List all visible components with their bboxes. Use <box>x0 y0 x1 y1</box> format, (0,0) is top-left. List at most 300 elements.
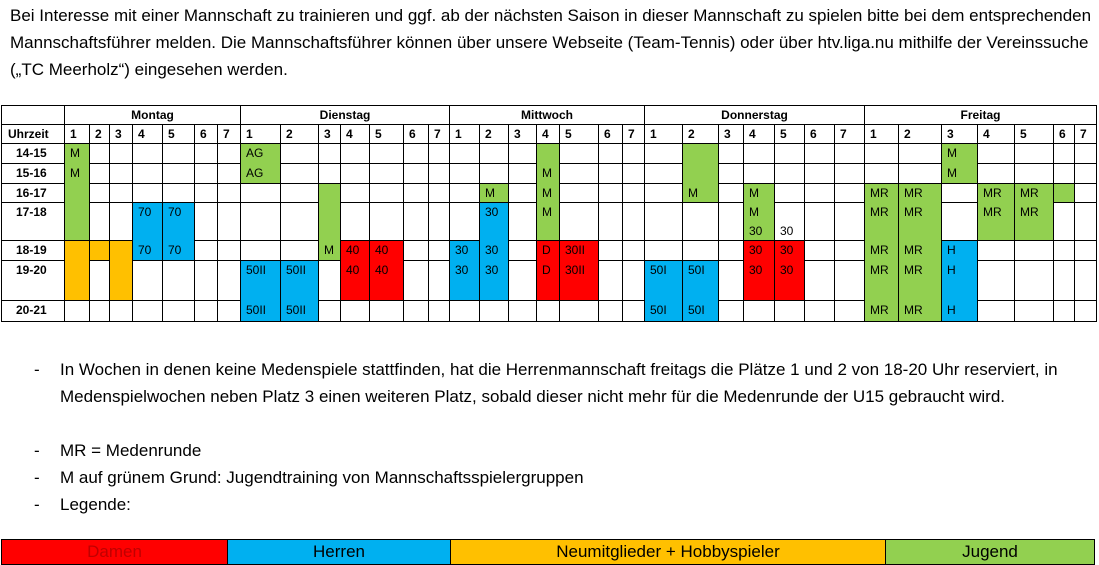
court-number: 6 <box>409 127 416 141</box>
court-number-cell <box>865 125 899 144</box>
court-number-cell <box>163 125 195 144</box>
schedule-cell <box>1075 301 1097 322</box>
booking-label: 40 <box>346 263 360 277</box>
booking-label: H <box>947 303 956 317</box>
schedule-cell <box>319 301 341 322</box>
schedule-cell <box>218 184 241 203</box>
time-header-label: Uhrzeit <box>8 127 49 141</box>
schedule-cell <box>195 241 218 261</box>
schedule-cell <box>450 164 480 184</box>
court-number-cell <box>560 125 599 144</box>
booking-label: 50I <box>688 303 705 317</box>
court-number-cell <box>509 125 537 144</box>
schedule-cell <box>599 301 623 322</box>
court-number-cell <box>110 125 133 144</box>
schedule-cell <box>645 184 683 203</box>
schedule-cell <box>480 164 509 184</box>
schedule-cell <box>645 241 683 261</box>
day-header <box>645 106 865 125</box>
time-cell <box>2 261 65 301</box>
schedule-cell <box>450 184 480 203</box>
court-number: 7 <box>628 127 635 141</box>
schedule-cell <box>599 144 623 164</box>
schedule-cell <box>241 241 281 261</box>
court-number-cell <box>599 125 623 144</box>
booking-label: AG <box>246 166 264 180</box>
booking-label: M <box>542 186 552 200</box>
schedule-cell <box>90 301 110 322</box>
booking-label: 30 <box>455 263 469 277</box>
court-number: 6 <box>1059 127 1066 141</box>
booking-label: 50I <box>688 263 705 277</box>
schedule-cell <box>1015 261 1054 301</box>
schedule-cell <box>110 164 133 184</box>
schedule-cell <box>195 301 218 322</box>
schedule-cell <box>341 203 370 241</box>
booking-label: M <box>324 243 334 257</box>
day-header-label: Freitag <box>960 108 1001 122</box>
schedule-cell <box>1054 241 1075 261</box>
schedule-cell <box>683 203 719 241</box>
booking-block <box>65 241 89 300</box>
booking-label: 70 <box>138 205 152 219</box>
schedule-cell <box>218 144 241 164</box>
booking-label: H <box>947 263 956 277</box>
schedule-cell <box>404 241 429 261</box>
booking-label: M <box>542 166 552 180</box>
schedule-cell <box>429 241 450 261</box>
schedule-cell <box>805 184 835 203</box>
schedule-cell <box>195 184 218 203</box>
court-number: 6 <box>200 127 207 141</box>
schedule-cell <box>560 164 599 184</box>
schedule-cell <box>90 184 110 203</box>
booking-label: 70 <box>168 243 182 257</box>
court-number-cell <box>537 125 560 144</box>
court-number: 5 <box>1020 127 1027 141</box>
court-number: 3 <box>724 127 731 141</box>
schedule-cell <box>450 144 480 164</box>
schedule-cell <box>218 241 241 261</box>
booking-label: 50II <box>286 263 307 277</box>
booking-label: M <box>70 146 80 160</box>
booking-label: AG <box>246 146 264 160</box>
court-number: 2 <box>286 127 293 141</box>
time-cell <box>2 184 65 203</box>
booking-label: D <box>542 263 551 277</box>
day-header <box>450 106 645 125</box>
schedule-cell <box>623 301 645 322</box>
booking-label: MR <box>1020 205 1039 219</box>
schedule-cell <box>195 261 218 301</box>
time-cell <box>2 301 65 322</box>
schedule-cell <box>835 164 865 184</box>
day-header-label: Mittwoch <box>521 108 573 122</box>
schedule-cell <box>450 301 480 322</box>
schedule-cell <box>509 144 537 164</box>
booking-label: MR <box>904 243 923 257</box>
time-label: 19-20 <box>16 263 47 277</box>
booking-label: MR <box>983 205 1002 219</box>
schedule-cell <box>835 144 865 164</box>
booking-label: 30 <box>749 224 763 238</box>
schedule-cell <box>1015 144 1054 164</box>
court-number-cell <box>623 125 645 144</box>
time-label: 20-21 <box>16 303 47 317</box>
schedule-cell <box>942 184 978 203</box>
schedule-cell <box>90 261 110 301</box>
booking-label: H <box>947 243 956 257</box>
booking-label: 30 <box>485 243 499 257</box>
schedule-cell <box>509 241 537 261</box>
booking-label: 50I <box>650 263 667 277</box>
schedule-cell <box>195 144 218 164</box>
schedule-cell <box>1075 203 1097 241</box>
schedule-cell <box>110 301 133 322</box>
booking-label: M <box>485 186 495 200</box>
schedule-cell <box>195 203 218 241</box>
schedule-cell <box>341 164 370 184</box>
schedule-cell <box>218 301 241 322</box>
schedule-cell <box>623 261 645 301</box>
schedule-cell <box>1015 241 1054 261</box>
court-number-cell <box>195 125 218 144</box>
schedule-cell <box>719 261 744 301</box>
court-number: 4 <box>749 127 756 141</box>
schedule-cell <box>744 164 775 184</box>
court-number-cell <box>835 125 865 144</box>
booking-label: M <box>749 205 759 219</box>
day-header-label: Montag <box>131 108 174 122</box>
schedule-cell <box>404 203 429 241</box>
schedule-cell <box>218 261 241 301</box>
schedule-cell <box>218 164 241 184</box>
court-number: 1 <box>650 127 657 141</box>
court-number-cell <box>775 125 805 144</box>
schedule-cell <box>370 301 404 322</box>
court-number: 6 <box>810 127 817 141</box>
schedule-cell <box>450 203 480 241</box>
schedule-cell <box>599 184 623 203</box>
bullet-dash: - <box>34 441 40 460</box>
booking-label: 30 <box>780 263 794 277</box>
court-number-cell <box>319 125 341 144</box>
legend-item: Damen <box>2 540 228 564</box>
schedule-cell <box>719 144 744 164</box>
schedule-cell <box>429 164 450 184</box>
schedule-cell <box>281 241 319 261</box>
note-item <box>34 491 1084 518</box>
court-number-cell <box>429 125 450 144</box>
schedule-cell <box>429 261 450 301</box>
schedule-cell <box>942 203 978 241</box>
court-number: 3 <box>947 127 954 141</box>
court-number: 4 <box>138 127 145 141</box>
booking-label: D <box>542 243 551 257</box>
schedule-cell <box>133 301 163 322</box>
booking-label: MR <box>870 243 889 257</box>
court-number-cell <box>744 125 775 144</box>
booking-label: MR <box>870 186 889 200</box>
court-number-cell <box>241 125 281 144</box>
schedule-cell <box>623 203 645 241</box>
schedule-cell <box>509 301 537 322</box>
schedule-cell <box>281 164 319 184</box>
schedule-cell <box>599 241 623 261</box>
note-item <box>34 464 1084 491</box>
schedule-cell <box>341 301 370 322</box>
court-number: 3 <box>115 127 122 141</box>
note-text: M auf grünem Grund: Jugendtraining von Mannschaftsspielergruppen <box>60 468 584 487</box>
schedule-cell <box>90 144 110 164</box>
schedule-cell <box>599 261 623 301</box>
booking-label: 30 <box>780 243 794 257</box>
legend-item: Jugend <box>886 540 1095 564</box>
legend-item: Herren <box>228 540 451 564</box>
booking-label: 70 <box>168 205 182 219</box>
time-cell <box>2 164 65 184</box>
booking-label: M <box>947 166 957 180</box>
schedule-cell <box>133 144 163 164</box>
booking-label: 50I <box>650 303 667 317</box>
schedule-cell <box>133 184 163 203</box>
schedule-cell <box>719 241 744 261</box>
schedule-cell <box>719 164 744 184</box>
booking-label: MR <box>904 303 923 317</box>
schedule-cell <box>865 164 899 184</box>
court-number: 2 <box>688 127 695 141</box>
booking-label: MR <box>1020 186 1039 200</box>
booking-block <box>1054 184 1074 202</box>
schedule-cell <box>599 203 623 241</box>
schedule-cell <box>1054 301 1075 322</box>
schedule-cell <box>1075 261 1097 301</box>
schedule-cell <box>1075 164 1097 184</box>
court-number-cell <box>1015 125 1054 144</box>
booking-label: MR <box>904 205 923 219</box>
schedule-cell <box>319 261 341 301</box>
booking-block <box>110 241 132 300</box>
time-cell <box>2 144 65 164</box>
day-header-label: Dienstag <box>319 108 371 122</box>
schedule-cell <box>110 184 133 203</box>
note-text: In Wochen in denen keine Medenspiele stattfinden, hat die Herrenmannschaft freitags die Plätze 1 und 2 von 18-20 Uhr reserviert, in Medenspielwochen neben Platz 3 einen weiteren Platz, sobald dieser nicht mehr für die Medenrunde der U15 gebraucht wird. <box>60 360 1058 406</box>
schedule-cell <box>133 164 163 184</box>
booking-label: MR <box>904 186 923 200</box>
schedule-cell <box>281 144 319 164</box>
court-number-cell <box>978 125 1015 144</box>
schedule-cell <box>404 261 429 301</box>
booking-label: 70 <box>138 243 152 257</box>
court-number-cell <box>450 125 480 144</box>
schedule-cell <box>404 184 429 203</box>
header-blank <box>2 106 65 125</box>
court-number-cell <box>719 125 744 144</box>
schedule-cell <box>241 184 281 203</box>
schedule-cell <box>537 301 560 322</box>
time-label: 16-17 <box>16 186 47 200</box>
booking-label: M <box>947 146 957 160</box>
booking-label: 30 <box>780 224 794 238</box>
schedule-cell <box>599 164 623 184</box>
booking-label: M <box>542 205 552 219</box>
schedule-cell <box>110 203 133 241</box>
schedule-cell <box>1015 301 1054 322</box>
schedule-cell <box>623 241 645 261</box>
schedule-cell <box>835 261 865 301</box>
schedule-cell <box>775 144 805 164</box>
booking-label: 30 <box>749 263 763 277</box>
schedule-cell <box>978 261 1015 301</box>
booking-label: MR <box>870 303 889 317</box>
schedule-cell <box>370 184 404 203</box>
time-label: 15-16 <box>16 166 47 180</box>
schedule-cell <box>645 203 683 241</box>
schedule-cell <box>805 144 835 164</box>
schedule-cell <box>645 164 683 184</box>
schedule-cell <box>163 301 195 322</box>
court-number-cell <box>899 125 942 144</box>
schedule-cell <box>899 164 942 184</box>
schedule-cell <box>509 164 537 184</box>
schedule-cell <box>775 164 805 184</box>
court-number: 5 <box>375 127 382 141</box>
court-number: 6 <box>604 127 611 141</box>
booking-label: 30 <box>485 263 499 277</box>
schedule-cell <box>1054 261 1075 301</box>
court-number: 1 <box>870 127 877 141</box>
schedule-cell <box>429 144 450 164</box>
court-number: 5 <box>168 127 175 141</box>
schedule-cell <box>1054 164 1075 184</box>
court-number-cell <box>683 125 719 144</box>
schedule-cell <box>719 184 744 203</box>
booking-label: 40 <box>375 263 389 277</box>
schedule-cell <box>1054 203 1075 241</box>
schedule-cell <box>281 203 319 241</box>
bullet-dash: - <box>34 360 40 379</box>
booking-label: 40 <box>375 243 389 257</box>
schedule-cell <box>805 301 835 322</box>
booking-label: MR <box>983 186 1002 200</box>
schedule-cell <box>370 203 404 241</box>
court-number-cell <box>218 125 241 144</box>
legend <box>1 539 1095 565</box>
schedule-cell <box>899 144 942 164</box>
court-number: 3 <box>514 127 521 141</box>
court-number: 7 <box>840 127 847 141</box>
day-header-label: Donnerstag <box>721 108 788 122</box>
court-number-cell <box>942 125 978 144</box>
schedule-cell <box>429 301 450 322</box>
schedule-table <box>1 105 1097 322</box>
court-number-cell <box>480 125 509 144</box>
schedule-cell <box>1015 164 1054 184</box>
court-number: 4 <box>983 127 990 141</box>
note-item <box>34 356 1084 410</box>
court-number-cell <box>370 125 404 144</box>
booking-label: 30 <box>485 205 499 219</box>
schedule-cell <box>865 144 899 164</box>
schedule-cell <box>805 241 835 261</box>
court-number-cell <box>1054 125 1075 144</box>
schedule-cell <box>509 184 537 203</box>
booking-label: 30II <box>565 243 586 257</box>
schedule-cell <box>835 301 865 322</box>
day-header <box>241 106 450 125</box>
schedule-cell <box>719 301 744 322</box>
court-number-cell <box>133 125 163 144</box>
court-number: 5 <box>565 127 572 141</box>
schedule-cell <box>623 144 645 164</box>
schedule-cell <box>509 261 537 301</box>
schedule-cell <box>978 301 1015 322</box>
booking-label: 50II <box>286 303 307 317</box>
time-cell <box>2 203 65 241</box>
schedule-cell <box>560 144 599 164</box>
schedule-cell <box>683 241 719 261</box>
note-item <box>34 437 1084 464</box>
day-header <box>65 106 241 125</box>
schedule-cell <box>241 203 281 241</box>
intro-text: Bei Interesse mit einer Mannschaft zu trainieren und ggf. ab der nächsten Saison in dieser Mannschaft zu spielen bitte bei dem entsprechenden Mannschaftsführer melden. Die Mannschaftsführer können über unsere Webseite (Team-Tennis) oder über htv.liga.nu mithilfe der Vereinssuche („TC Meerholz“) eingesehen werden. <box>10 6 1092 79</box>
schedule-cell <box>1075 184 1097 203</box>
booking-label: M <box>70 166 80 180</box>
court-number: 7 <box>223 127 230 141</box>
schedule-cell <box>163 144 195 164</box>
court-number-cell <box>805 125 835 144</box>
booking-label: M <box>749 186 759 200</box>
bullet-dash: - <box>34 468 40 487</box>
time-cell <box>2 241 65 261</box>
schedule-cell <box>370 164 404 184</box>
schedule-cell <box>404 164 429 184</box>
schedule-cell <box>835 203 865 241</box>
time-label: 14-15 <box>16 146 47 160</box>
schedule-cell <box>744 301 775 322</box>
schedule-cell <box>341 144 370 164</box>
court-number: 2 <box>485 127 492 141</box>
schedule-cell <box>218 203 241 241</box>
note-text: Legende: <box>60 495 131 514</box>
schedule-cell <box>805 164 835 184</box>
court-number: 4 <box>346 127 353 141</box>
legend-item: Neumitglieder + Hobbyspieler <box>451 540 886 564</box>
court-number-cell <box>404 125 429 144</box>
schedule-cell <box>775 301 805 322</box>
booking-label: 40 <box>346 243 360 257</box>
note-text: MR = Medenrunde <box>60 441 202 460</box>
court-number: 3 <box>324 127 331 141</box>
booking-label: MR <box>904 263 923 277</box>
booking-label: M <box>688 186 698 200</box>
schedule-cell <box>560 184 599 203</box>
bullet-dash: - <box>34 495 40 514</box>
booking-label: 50II <box>246 263 267 277</box>
schedule-cell <box>623 164 645 184</box>
schedule-cell <box>978 144 1015 164</box>
booking-label: 30II <box>565 263 586 277</box>
court-number: 5 <box>780 127 787 141</box>
court-number: 2 <box>95 127 102 141</box>
schedule-cell <box>719 203 744 241</box>
booking-label: MR <box>870 263 889 277</box>
schedule-cell <box>978 164 1015 184</box>
schedule-cell <box>805 261 835 301</box>
schedule-cell <box>163 184 195 203</box>
schedule-cell <box>319 164 341 184</box>
court-number-cell <box>65 125 90 144</box>
